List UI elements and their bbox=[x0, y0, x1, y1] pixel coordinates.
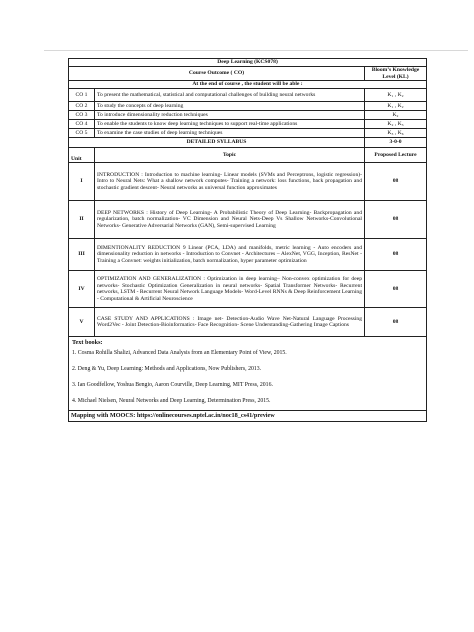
unit-row bbox=[69, 271, 427, 308]
topic-column-header: Topic bbox=[95, 148, 365, 163]
unit-lectures: 08 bbox=[365, 239, 427, 271]
syllabus-table bbox=[68, 58, 427, 422]
unit-topic: OPTIMIZATION AND GENERALIZATION : Optimization in deep learning– Non-convex optimization for deep networks- Stochastic Optimization Generalization in neural networks- Spatial Transformer Networks- Recurrent networks, LSTM - Recurrent Neural Network Language Models- Word-Level RNNs & Deep Reinforcement Learning - Computational & Artificial Neuroscience bbox=[95, 271, 365, 308]
outcome-row bbox=[69, 111, 427, 120]
moocs-mapping: Mapping with MOOCS: https://onlinecourses.nptel.ac.in/noc18_cs41/preview bbox=[69, 411, 427, 422]
unit-number: V bbox=[69, 308, 95, 337]
unit-row bbox=[69, 308, 427, 337]
course-title: Deep Learning (KCS078) bbox=[69, 59, 427, 67]
outcome-kl: K₁ , K₂ bbox=[365, 102, 427, 111]
outcome-row bbox=[69, 102, 427, 111]
textbook-item: 2. Deng & Yu, Deep Learning: Methods and Applications, Now Publishers, 2013. bbox=[72, 366, 262, 373]
outcome-text: To enable the students to know deep learning techniques to support real-time applications bbox=[95, 120, 365, 129]
unit-row bbox=[69, 239, 427, 271]
unit-number: III bbox=[69, 239, 95, 271]
outcome-row bbox=[69, 120, 427, 129]
unit-topic: CASE STUDY AND APPLICATIONS : Image net- Detection-Audio Wave Net-Natural Language Processing Word2Vec - Joint Detection-Bioinformatics- Face Recognition- Scene Understanding-Gathering Image Captions bbox=[95, 308, 365, 337]
outcome-code: CO 2 bbox=[69, 102, 95, 111]
outcome-text: To introduce dimensionality reduction techniques bbox=[95, 111, 365, 120]
unit-topic: INTRODUCTION : Introduction to machine learning- Linear models (SVMs and Perceptrons, logistic regression)- Intro to Neural Nets: What a shallow network computes- Training a network: loss functions, back propagation and stochastic gradient descent- Neural networks as universal function approximates bbox=[95, 163, 365, 201]
textbook-item: 4. Michael Nielsen, Neural Networks and Deep Learning, Determination Press, 2015. bbox=[72, 398, 271, 405]
outcome-kl: K₃ , K₆ bbox=[365, 129, 427, 138]
textbook-item: 1. Cosma Rohilla Shalizi, Advanced Data Analysis from an Elementary Point of View, 2015. bbox=[72, 350, 287, 357]
unit-lectures: 08 bbox=[365, 271, 427, 308]
textbooks-section bbox=[69, 337, 427, 411]
outcome-kl: K₂ , K₃ bbox=[365, 120, 427, 129]
unit-number: I bbox=[69, 163, 95, 201]
unit-column-header: Unit bbox=[69, 148, 95, 163]
outcome-row bbox=[69, 129, 427, 138]
detailed-syllabus-title: DETAILED SYLLABUS bbox=[69, 138, 365, 148]
outcome-code: CO 1 bbox=[69, 89, 95, 102]
outcome-kl: K₂ bbox=[365, 111, 427, 120]
unit-topic: DEEP NETWORKS : History of Deep Learning- A Probabilistic Theory of Deep Learning- Backpropagation and regularization, batch normalization- VC Dimension and Neural Nets-Deep Vs Shallow Networks-Convolutional Networks- Generative Adversarial Networks (GAN), Semi-supervised Learning bbox=[95, 201, 365, 239]
outcome-row bbox=[69, 89, 427, 102]
ltp-value: 3-0-0 bbox=[365, 138, 427, 148]
unit-lectures: 08 bbox=[365, 308, 427, 337]
lecture-column-header: Proposed Lecture bbox=[365, 148, 427, 163]
blooms-level-label: Bloom’s Knowledge Level (KL) bbox=[365, 67, 427, 81]
page-top-rule bbox=[44, 50, 468, 51]
outcome-code: CO 3 bbox=[69, 111, 95, 120]
unit-number: II bbox=[69, 201, 95, 239]
unit-lectures: 08 bbox=[365, 163, 427, 201]
outcome-code: CO 4 bbox=[69, 120, 95, 129]
outcomes-intro: At the end of course , the student will be able : bbox=[69, 81, 427, 89]
syllabus-document bbox=[68, 58, 426, 422]
unit-lectures: 08 bbox=[365, 201, 427, 239]
outcome-text: To study the concepts of deep learning bbox=[95, 102, 365, 111]
course-outcome-label: Course Outcome ( CO) bbox=[69, 67, 365, 81]
unit-topic: DIMENTIONALITY REDUCTION 9 Linear (PCA, LDA) and manifolds, metric learning - Auto encoders and dimensionality reduction in networks - Introduction to Convnet - Architectures – AlexNet, VGG, Inception, ResNet - Training a Convnet: weights initialization, batch normalization, hyper parameter optimization bbox=[95, 239, 365, 271]
unit-number: IV bbox=[69, 271, 95, 308]
outcome-kl: K₁ , K₂ bbox=[365, 89, 427, 102]
outcome-text: To present the mathematical, statistical and computational challenges of building neural networks bbox=[95, 89, 365, 102]
unit-row bbox=[69, 201, 427, 239]
textbooks-heading: Text books: bbox=[72, 339, 103, 347]
outcome-code: CO 5 bbox=[69, 129, 95, 138]
textbook-item: 3. Ian Goodfellow, Yoshua Bengio, Aaron Courville, Deep Learning, MIT Press, 2016. bbox=[72, 382, 273, 389]
outcome-text: To examine the case studies of deep learning techniques bbox=[95, 129, 365, 138]
unit-row bbox=[69, 163, 427, 201]
